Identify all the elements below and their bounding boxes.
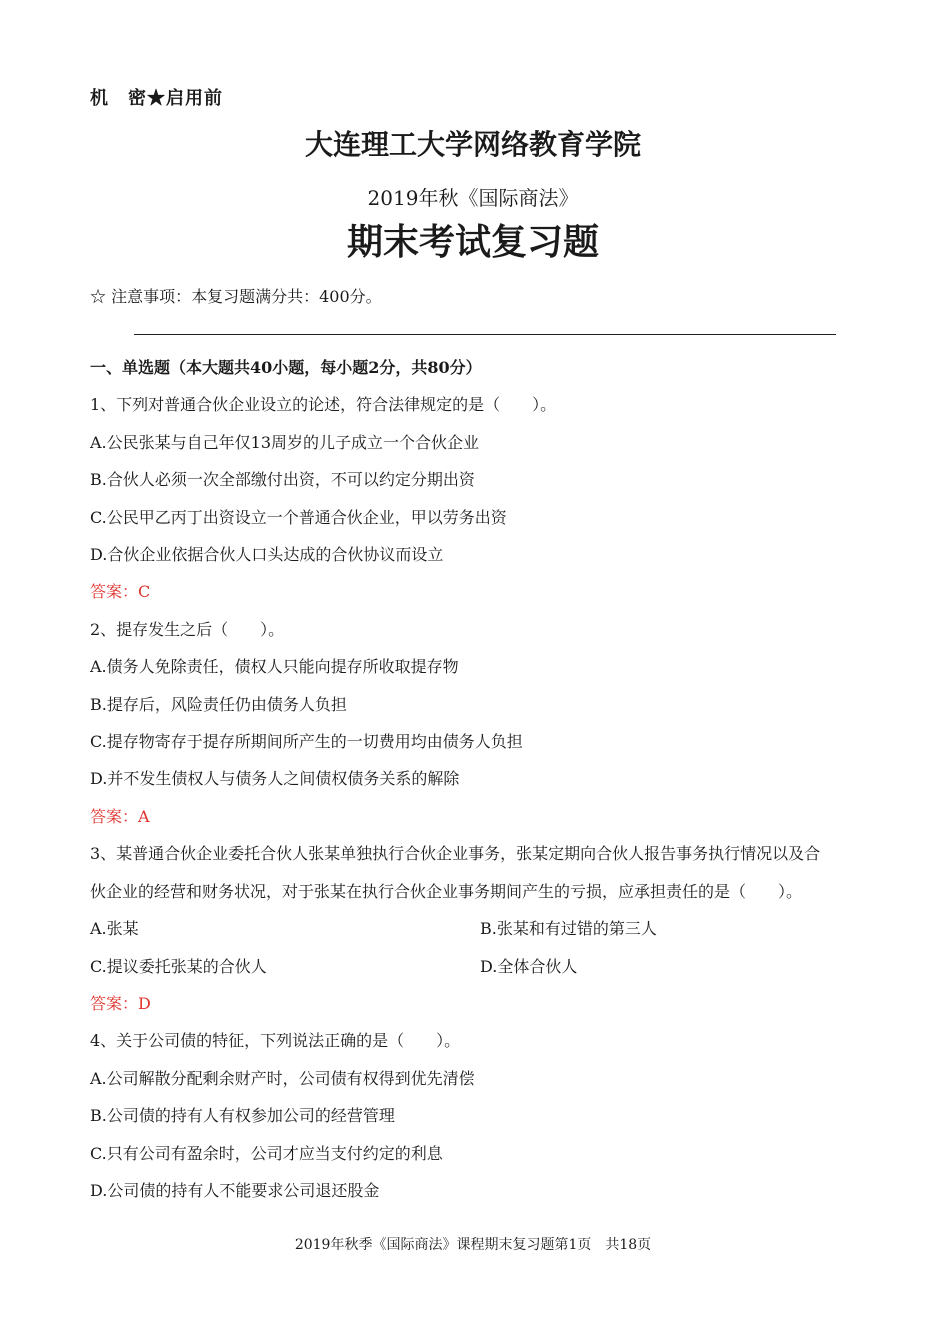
page-footer: 2019年秋季《国际商法》课程期末复习题第1页 共18页 (294, 1237, 652, 1253)
option: B.合伙人必须一次全部缴付出资，不可以约定分期出资 (90, 470, 475, 490)
question-stem: 4、关于公司债的特征，下列说法正确的是（ ）。 (90, 1031, 461, 1051)
answer: 答案：D (90, 993, 151, 1013)
question-3 (90, 835, 870, 1022)
question-stem: 2、提存发生之后（ ）。 (90, 619, 285, 639)
option: A.债务人免除责任，债权人只能向提存所收取提存物 (90, 657, 459, 677)
option: C.提存物寄存于提存所期间所产生的一切费用均由债务人负担 (90, 732, 523, 752)
section-heading: 一、单选题（本大题共40小题，每小题2分，共80分） (90, 358, 482, 377)
option: D.公司债的持有人不能要求公司退还股金 (90, 1180, 380, 1200)
option: A.公司解散分配剩余财产时，公司债有权得到优先清偿 (90, 1068, 475, 1088)
answer: 答案：C (90, 582, 151, 602)
answer: 答案：A (90, 806, 150, 826)
option: B.张某和有过错的第三人 (480, 919, 657, 939)
option: D.全体合伙人 (480, 956, 578, 976)
question-stem-cont: 伙企业的经营和财务状况，对于张某在执行合伙企业事务期间产生的亏损，应承担责任的是（ ）。 (90, 881, 803, 901)
question-stem: 3、某普通合伙企业委托合伙人张某单独执行合伙企业事务，张某定期向合伙人报告事务执行情况以及合 (90, 844, 821, 864)
question-4 (90, 1022, 870, 1209)
divider (134, 334, 836, 335)
option: C.只有公司有盈余时，公司才应当支付约定的利息 (90, 1143, 443, 1163)
question-stem: 1、下列对普通合伙企业设立的论述，符合法律规定的是（ ）。 (90, 395, 557, 415)
questions (90, 349, 870, 1209)
option: A.张某 (90, 919, 139, 939)
confidential-label: 机 密★启用前 (90, 88, 223, 109)
question-1 (90, 386, 870, 610)
option: A.公民张某与自己年仅13周岁的儿子成立一个合伙企业 (90, 432, 480, 452)
option: C.提议委托张某的合伙人 (90, 956, 267, 976)
question-2 (90, 611, 870, 835)
notice: ☆ 注意事项：本复习题满分共：400分。 (90, 287, 382, 306)
option: C.公民甲乙丙丁出资设立一个普通合伙企业，甲以劳务出资 (90, 507, 507, 527)
option: D.并不发生债权人与债务人之间债权债务关系的解除 (90, 769, 460, 789)
school-name: 大连理工大学网络教育学院 (304, 128, 641, 161)
option: B.公司债的持有人有权参加公司的经营管理 (90, 1106, 395, 1126)
option: B.提存后，风险责任仍由债务人负担 (90, 694, 347, 714)
option: D.合伙企业依据合伙人口头达成的合伙协议而设立 (90, 545, 444, 565)
exam-title: 期末考试复习题 (346, 222, 599, 263)
course-subtitle: 2019年秋《国际商法》 (367, 186, 579, 210)
